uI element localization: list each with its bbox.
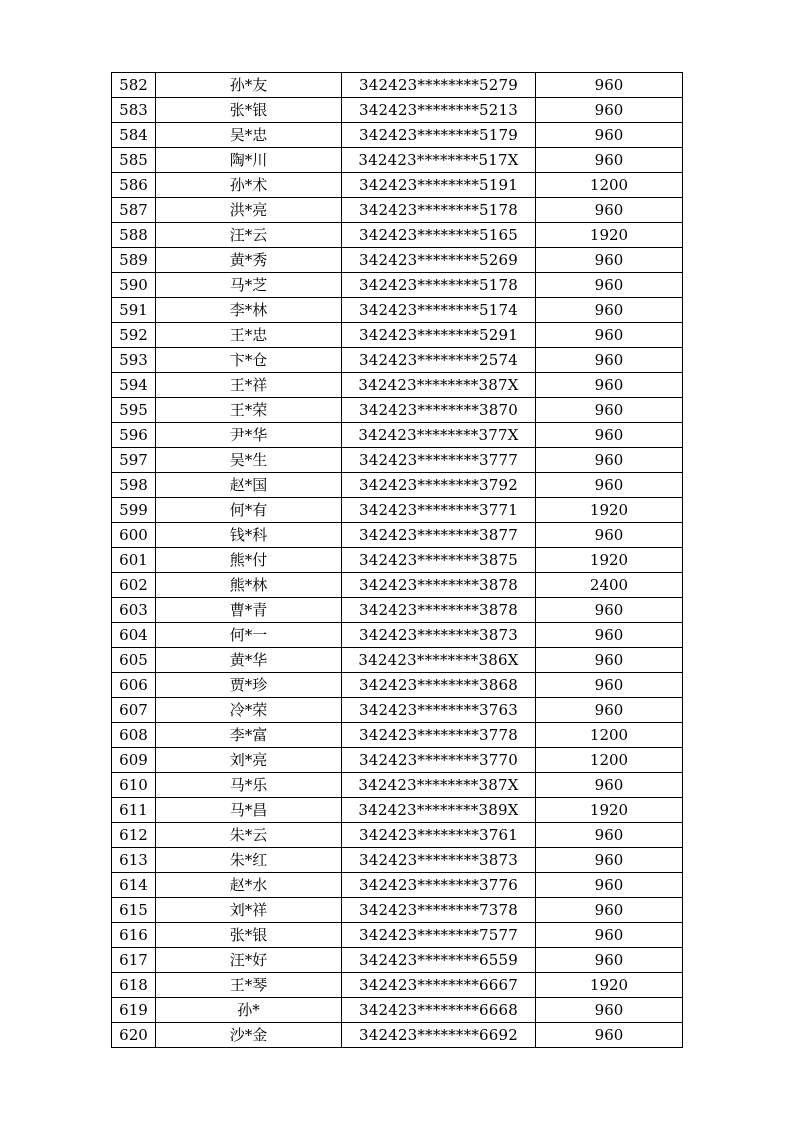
id-number-cell: 342423********5178	[342, 273, 536, 298]
amount-cell: 960	[536, 123, 683, 148]
id-number-cell: 342423********2574	[342, 348, 536, 373]
id-number-cell: 342423********3778	[342, 723, 536, 748]
table-row	[112, 973, 683, 998]
amount-cell: 1200	[536, 173, 683, 198]
id-number-cell: 342423********5179	[342, 123, 536, 148]
amount-cell: 960	[536, 673, 683, 698]
row-number-cell: 614	[112, 873, 156, 898]
row-number-cell: 620	[112, 1023, 156, 1048]
id-number-cell: 342423********3761	[342, 823, 536, 848]
id-number-cell: 342423********3878	[342, 598, 536, 623]
table-row	[112, 248, 683, 273]
id-number-cell: 342423********387X	[342, 773, 536, 798]
amount-cell: 960	[536, 623, 683, 648]
table-row	[112, 548, 683, 573]
table-row	[112, 223, 683, 248]
name-cell: 孙*术	[156, 173, 342, 198]
id-number-cell: 342423********5191	[342, 173, 536, 198]
name-cell: 赵*国	[156, 473, 342, 498]
row-number-cell: 601	[112, 548, 156, 573]
table-row	[112, 273, 683, 298]
id-number-cell: 342423********386X	[342, 648, 536, 673]
table-row	[112, 373, 683, 398]
row-number-cell: 615	[112, 898, 156, 923]
amount-cell: 960	[536, 73, 683, 98]
row-number-cell: 600	[112, 523, 156, 548]
row-number-cell: 607	[112, 698, 156, 723]
roster-table	[111, 72, 683, 1048]
table-row	[112, 1023, 683, 1048]
row-number-cell: 596	[112, 423, 156, 448]
table-row	[112, 948, 683, 973]
table-row	[112, 648, 683, 673]
id-number-cell: 342423********5213	[342, 98, 536, 123]
row-number-cell: 591	[112, 298, 156, 323]
amount-cell: 1920	[536, 498, 683, 523]
amount-cell: 960	[536, 923, 683, 948]
row-number-cell: 613	[112, 848, 156, 873]
table-row	[112, 98, 683, 123]
table-row	[112, 598, 683, 623]
name-cell: 贾*珍	[156, 673, 342, 698]
amount-cell: 960	[536, 873, 683, 898]
id-number-cell: 342423********6692	[342, 1023, 536, 1048]
name-cell: 汪*好	[156, 948, 342, 973]
amount-cell: 960	[536, 898, 683, 923]
row-number-cell: 585	[112, 148, 156, 173]
table-row	[112, 848, 683, 873]
name-cell: 吴*生	[156, 448, 342, 473]
name-cell: 熊*付	[156, 548, 342, 573]
row-number-cell: 587	[112, 198, 156, 223]
id-number-cell: 342423********3868	[342, 673, 536, 698]
row-number-cell: 589	[112, 248, 156, 273]
id-number-cell: 342423********517X	[342, 148, 536, 173]
table-row	[112, 748, 683, 773]
amount-cell: 960	[536, 523, 683, 548]
row-number-cell: 604	[112, 623, 156, 648]
table-row	[112, 148, 683, 173]
name-cell: 马*昌	[156, 798, 342, 823]
amount-cell: 960	[536, 848, 683, 873]
row-number-cell: 586	[112, 173, 156, 198]
name-cell: 曹*青	[156, 598, 342, 623]
row-number-cell: 583	[112, 98, 156, 123]
name-cell: 王*忠	[156, 323, 342, 348]
amount-cell: 960	[536, 423, 683, 448]
table-row	[112, 323, 683, 348]
row-number-cell: 606	[112, 673, 156, 698]
table-row	[112, 123, 683, 148]
name-cell: 吴*忠	[156, 123, 342, 148]
table-row	[112, 923, 683, 948]
name-cell: 孙*友	[156, 73, 342, 98]
row-number-cell: 611	[112, 798, 156, 823]
id-number-cell: 342423********3771	[342, 498, 536, 523]
name-cell: 钱*科	[156, 523, 342, 548]
id-number-cell: 342423********3878	[342, 573, 536, 598]
id-number-cell: 342423********387X	[342, 373, 536, 398]
name-cell: 何*有	[156, 498, 342, 523]
name-cell: 刘*祥	[156, 898, 342, 923]
row-number-cell: 612	[112, 823, 156, 848]
amount-cell: 960	[536, 398, 683, 423]
id-number-cell: 342423********3777	[342, 448, 536, 473]
id-number-cell: 342423********5174	[342, 298, 536, 323]
id-number-cell: 342423********5269	[342, 248, 536, 273]
name-cell: 汪*云	[156, 223, 342, 248]
id-number-cell: 342423********3763	[342, 698, 536, 723]
row-number-cell: 597	[112, 448, 156, 473]
row-number-cell: 609	[112, 748, 156, 773]
id-number-cell: 342423********3870	[342, 398, 536, 423]
row-number-cell: 599	[112, 498, 156, 523]
table-row	[112, 448, 683, 473]
id-number-cell: 342423********5279	[342, 73, 536, 98]
amount-cell: 960	[536, 598, 683, 623]
table-row	[112, 623, 683, 648]
id-number-cell: 342423********5165	[342, 223, 536, 248]
row-number-cell: 617	[112, 948, 156, 973]
id-number-cell: 342423********3770	[342, 748, 536, 773]
name-cell: 赵*水	[156, 873, 342, 898]
table-row	[112, 498, 683, 523]
row-number-cell: 608	[112, 723, 156, 748]
table-row	[112, 298, 683, 323]
name-cell: 李*林	[156, 298, 342, 323]
id-number-cell: 342423********3873	[342, 623, 536, 648]
name-cell: 洪*亮	[156, 198, 342, 223]
name-cell: 朱*红	[156, 848, 342, 873]
name-cell: 王*祥	[156, 373, 342, 398]
table-row	[112, 473, 683, 498]
amount-cell: 960	[536, 273, 683, 298]
name-cell: 黄*秀	[156, 248, 342, 273]
name-cell: 王*荣	[156, 398, 342, 423]
amount-cell: 960	[536, 448, 683, 473]
amount-cell: 1920	[536, 548, 683, 573]
table-row	[112, 998, 683, 1023]
name-cell: 张*银	[156, 98, 342, 123]
table-row	[112, 823, 683, 848]
row-number-cell: 590	[112, 273, 156, 298]
name-cell: 陶*川	[156, 148, 342, 173]
name-cell: 尹*华	[156, 423, 342, 448]
row-number-cell: 592	[112, 323, 156, 348]
name-cell: 王*琴	[156, 973, 342, 998]
name-cell: 熊*林	[156, 573, 342, 598]
table-row	[112, 773, 683, 798]
id-number-cell: 342423********3792	[342, 473, 536, 498]
row-number-cell: 602	[112, 573, 156, 598]
table-row	[112, 523, 683, 548]
name-cell: 朱*云	[156, 823, 342, 848]
row-number-cell: 582	[112, 73, 156, 98]
id-number-cell: 342423********3875	[342, 548, 536, 573]
amount-cell: 960	[536, 198, 683, 223]
row-number-cell: 618	[112, 973, 156, 998]
row-number-cell: 598	[112, 473, 156, 498]
amount-cell: 960	[536, 248, 683, 273]
table-row	[112, 398, 683, 423]
row-number-cell: 588	[112, 223, 156, 248]
row-number-cell: 594	[112, 373, 156, 398]
amount-cell: 960	[536, 648, 683, 673]
row-number-cell: 605	[112, 648, 156, 673]
table-row	[112, 898, 683, 923]
amount-cell: 960	[536, 773, 683, 798]
row-number-cell: 616	[112, 923, 156, 948]
amount-cell: 960	[536, 373, 683, 398]
table-row	[112, 198, 683, 223]
amount-cell: 960	[536, 998, 683, 1023]
name-cell: 何*一	[156, 623, 342, 648]
id-number-cell: 342423********6667	[342, 973, 536, 998]
row-number-cell: 584	[112, 123, 156, 148]
id-number-cell: 342423********7577	[342, 923, 536, 948]
amount-cell: 960	[536, 323, 683, 348]
row-number-cell: 603	[112, 598, 156, 623]
amount-cell: 1200	[536, 723, 683, 748]
name-cell: 卞*仓	[156, 348, 342, 373]
id-number-cell: 342423********6559	[342, 948, 536, 973]
amount-cell: 2400	[536, 573, 683, 598]
table-row	[112, 723, 683, 748]
table-row	[112, 73, 683, 98]
table-row	[112, 573, 683, 598]
amount-cell: 960	[536, 948, 683, 973]
name-cell: 黄*华	[156, 648, 342, 673]
table-row	[112, 673, 683, 698]
id-number-cell: 342423********5178	[342, 198, 536, 223]
amount-cell: 960	[536, 823, 683, 848]
name-cell: 沙*金	[156, 1023, 342, 1048]
id-number-cell: 342423********3776	[342, 873, 536, 898]
id-number-cell: 342423********377X	[342, 423, 536, 448]
amount-cell: 960	[536, 98, 683, 123]
name-cell: 张*银	[156, 923, 342, 948]
name-cell: 马*乐	[156, 773, 342, 798]
table-row	[112, 423, 683, 448]
amount-cell: 960	[536, 1023, 683, 1048]
table-row	[112, 698, 683, 723]
amount-cell: 1920	[536, 798, 683, 823]
row-number-cell: 593	[112, 348, 156, 373]
table-row	[112, 798, 683, 823]
id-number-cell: 342423********6668	[342, 998, 536, 1023]
amount-cell: 1920	[536, 223, 683, 248]
name-cell: 李*富	[156, 723, 342, 748]
row-number-cell: 619	[112, 998, 156, 1023]
roster-body	[112, 73, 683, 1048]
amount-cell: 960	[536, 148, 683, 173]
name-cell: 刘*亮	[156, 748, 342, 773]
table-row	[112, 173, 683, 198]
id-number-cell: 342423********5291	[342, 323, 536, 348]
row-number-cell: 595	[112, 398, 156, 423]
amount-cell: 960	[536, 698, 683, 723]
name-cell: 马*芝	[156, 273, 342, 298]
amount-cell: 960	[536, 348, 683, 373]
row-number-cell: 610	[112, 773, 156, 798]
name-cell: 孙*	[156, 998, 342, 1023]
amount-cell: 960	[536, 298, 683, 323]
amount-cell: 1200	[536, 748, 683, 773]
id-number-cell: 342423********3873	[342, 848, 536, 873]
table-row	[112, 348, 683, 373]
name-cell: 冷*荣	[156, 698, 342, 723]
id-number-cell: 342423********3877	[342, 523, 536, 548]
amount-cell: 960	[536, 473, 683, 498]
table-row	[112, 873, 683, 898]
id-number-cell: 342423********7378	[342, 898, 536, 923]
amount-cell: 1920	[536, 973, 683, 998]
id-number-cell: 342423********389X	[342, 798, 536, 823]
